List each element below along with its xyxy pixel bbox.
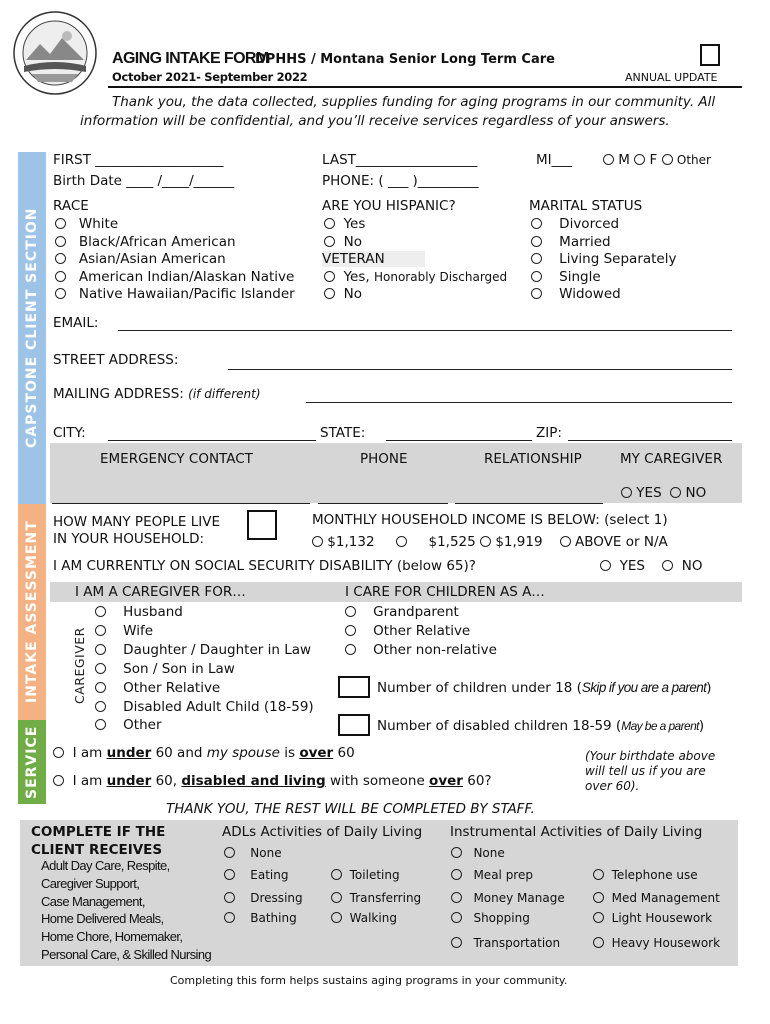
- iadl-telephone[interactable]: Telephone use: [593, 868, 698, 882]
- sex-other-label: Other: [676, 153, 711, 167]
- marital-radio[interactable]: [531, 218, 542, 229]
- iadl-telephone-radio[interactable]: [593, 869, 604, 880]
- marital-radio[interactable]: [531, 288, 542, 299]
- veteran-heading: VETERAN: [322, 251, 425, 267]
- sex-options: [603, 152, 711, 168]
- race-option[interactable]: Asian/Asian American: [55, 251, 295, 269]
- race-heading: RACE: [53, 198, 89, 214]
- caregiver-yes-radio[interactable]: [621, 487, 632, 498]
- caregiver-for-option[interactable]: Other: [95, 716, 314, 735]
- children-option[interactable]: Other Relative: [345, 622, 497, 641]
- adl-toileting[interactable]: Toileting: [331, 868, 400, 882]
- adl-dressing-radio[interactable]: [224, 892, 235, 903]
- race-list: [55, 216, 295, 304]
- caregiver-for-radio[interactable]: [95, 719, 106, 730]
- iadl-transport[interactable]: Transportation: [451, 936, 560, 950]
- staff-note: THANK YOU, THE REST WILL BE COMPLETED BY STAFF.: [166, 801, 535, 817]
- street-address-label: STREET ADDRESS:: [53, 352, 179, 368]
- complete-heading-2: CLIENT RECEIVES: [31, 842, 163, 858]
- caregiver-for-radio[interactable]: [95, 625, 106, 636]
- race-option[interactable]: Native Hawaiian/Pacific Islander: [55, 286, 295, 304]
- children-heading: I CARE FOR CHILDREN AS A…: [345, 584, 545, 600]
- veteran-yes-radio[interactable]: [324, 271, 335, 282]
- sex-m-radio[interactable]: [603, 154, 614, 165]
- zip-field[interactable]: [568, 440, 732, 441]
- iadl-light-radio[interactable]: [593, 912, 604, 923]
- street-address-field[interactable]: [228, 369, 732, 370]
- form-dates: October 2021- September 2022: [112, 70, 308, 84]
- iadl-money[interactable]: Money Manage: [451, 891, 565, 905]
- income-1525-radio[interactable]: [396, 536, 407, 547]
- iadl-shopping[interactable]: Shopping: [451, 911, 530, 925]
- emergency-phone-heading: PHONE: [360, 451, 408, 467]
- iadl-heading: Instrumental Activities of Daily Living: [450, 824, 703, 840]
- mailing-address-label: MAILING ADDRESS: (if different): [53, 386, 261, 402]
- phone-field[interactable]: PHONE: ( ___ )_________: [322, 173, 479, 189]
- caregiver-for-option[interactable]: Wife: [95, 622, 314, 641]
- montana-seal-logo: [12, 10, 98, 96]
- caregiver-for-option[interactable]: Daughter / Daughter in Law: [95, 641, 314, 660]
- iadl-med-radio[interactable]: [593, 892, 604, 903]
- caregiver-vertical-label: CAREGIVER: [72, 627, 87, 705]
- marital-option[interactable]: Divorced: [531, 216, 676, 234]
- hispanic-yes[interactable]: Yes: [324, 216, 507, 234]
- email-label: EMAIL:: [53, 315, 99, 331]
- hispanic-yes-radio[interactable]: [324, 218, 335, 229]
- race-radio[interactable]: [55, 236, 66, 247]
- iadl-heavy[interactable]: Heavy Housework: [593, 936, 720, 950]
- income-options: $1,132 $1,525 $1,919 ABOVE or N/A: [312, 534, 668, 550]
- my-caregiver-heading: MY CAREGIVER: [620, 451, 723, 467]
- mi-field[interactable]: MI___: [536, 152, 572, 168]
- birth-date-field[interactable]: Birth Date ____ /____/______: [53, 173, 235, 189]
- capstone-section-label: CAPSTONE CLIENT SECTION: [24, 207, 40, 449]
- form-subtitle: DPHHS / Montana Senior Long Term Care: [255, 52, 555, 67]
- ssd-no-radio[interactable]: [662, 560, 673, 571]
- adl-none-radio[interactable]: [224, 847, 235, 858]
- service-band: [18, 720, 46, 804]
- sex-other-radio[interactable]: [662, 154, 673, 165]
- race-radio[interactable]: [55, 271, 66, 282]
- emergency-relationship-field[interactable]: [455, 503, 603, 504]
- marital-heading: MARITAL STATUS: [529, 198, 643, 214]
- children-option[interactable]: Grandparent: [345, 603, 497, 622]
- children-under18-label: Number of children under 18 (Skip if you are a parent): [377, 680, 712, 696]
- hispanic-heading: ARE YOU HISPANIC?: [322, 198, 456, 214]
- adl-walking-radio[interactable]: [331, 912, 342, 923]
- city-label: CITY:: [53, 425, 86, 441]
- mailing-address-field[interactable]: [306, 402, 732, 403]
- race-option[interactable]: Black/African American: [55, 234, 295, 252]
- service-option-1[interactable]: I am under 60 and my spouse is over 60: [53, 745, 355, 761]
- service-label: SERVICE: [24, 725, 40, 799]
- children-under18-box[interactable]: [338, 676, 370, 698]
- children-option[interactable]: Other non-relative: [345, 641, 497, 660]
- caregiver-for-option[interactable]: Son / Son in Law: [95, 660, 314, 679]
- iadl-none-radio[interactable]: [451, 847, 462, 858]
- iadl-none[interactable]: None: [451, 846, 505, 860]
- mailing-address-note: (if different): [188, 387, 261, 401]
- sex-m-label: M: [618, 152, 630, 168]
- marital-option[interactable]: Married: [531, 234, 676, 252]
- marital-option[interactable]: Widowed: [531, 286, 676, 304]
- intake-assessment-band: [18, 504, 46, 720]
- adl-transferring[interactable]: Transferring: [331, 891, 421, 905]
- sex-f-radio[interactable]: [634, 154, 645, 165]
- iadl-meal-radio[interactable]: [451, 869, 462, 880]
- hispanic-no[interactable]: No: [324, 234, 507, 252]
- caregiver-for-option[interactable]: Other Relative: [95, 679, 314, 698]
- intake-assessment-label: INTAKE ASSESSMENT: [24, 520, 40, 704]
- iadl-transport-radio[interactable]: [451, 937, 462, 948]
- race-radio[interactable]: [55, 218, 66, 229]
- state-field[interactable]: [386, 440, 532, 441]
- capstone-section-band: [18, 152, 46, 504]
- caregiver-for-radio[interactable]: [95, 644, 106, 655]
- ssd-options: YES NO: [600, 558, 702, 574]
- marital-radio[interactable]: [531, 236, 542, 247]
- income-above-radio[interactable]: [560, 536, 571, 547]
- income-heading: MONTHLY HOUSEHOLD INCOME IS BELOW: (select 1): [312, 512, 668, 528]
- iadl-money-radio[interactable]: [451, 892, 462, 903]
- hispanic-veteran-list: [324, 216, 507, 304]
- household-label-2: IN YOUR HOUSEHOLD:: [53, 531, 205, 547]
- iadl-med[interactable]: Med Management: [593, 891, 720, 905]
- footer-text: Completing this form helps sustains aging programs in your community.: [170, 974, 568, 987]
- caregiver-for-list: [95, 603, 314, 735]
- adl-eating[interactable]: Eating: [224, 868, 288, 882]
- caregiver-for-radio[interactable]: [95, 606, 106, 617]
- children-list: [345, 603, 497, 660]
- caregiver-for-radio[interactable]: [95, 682, 106, 693]
- caregiver-no-radio[interactable]: [670, 487, 681, 498]
- services-list: Adult Day Care, Respite, Caregiver Support, Case Management, Home Delivered Meals, Home Chore, Homemaker, Personal Care, & Skilled Nursing: [41, 858, 212, 962]
- adl-heading: ADLs Activities of Daily Living: [222, 824, 423, 840]
- ssd-question: I AM CURRENTLY ON SOCIAL SECURITY DISABILITY (below 65)?: [53, 558, 476, 574]
- city-field[interactable]: [108, 440, 316, 441]
- veteran-no-radio[interactable]: [324, 288, 335, 299]
- adl-toileting-radio[interactable]: [331, 869, 342, 880]
- income-1919-radio[interactable]: [480, 536, 491, 547]
- disabled-children-box[interactable]: [338, 714, 370, 736]
- iadl-light[interactable]: Light Housework: [593, 911, 712, 925]
- intro-line-2: information will be confidential, and you’ll receive services regardless of your answers.: [80, 113, 670, 129]
- annual-update-checkbox[interactable]: [700, 44, 720, 66]
- marital-radio[interactable]: [531, 271, 542, 282]
- household-label-1: HOW MANY PEOPLE LIVE: [53, 514, 220, 530]
- adl-walking[interactable]: Walking: [331, 911, 397, 925]
- emergency-contact-heading: EMERGENCY CONTACT: [100, 451, 253, 467]
- marital-option[interactable]: Living Separately: [531, 251, 676, 269]
- race-option[interactable]: White: [55, 216, 295, 234]
- household-count-box[interactable]: [247, 510, 277, 540]
- service-radio-1[interactable]: [53, 747, 64, 758]
- emergency-relationship-heading: RELATIONSHIP: [484, 451, 582, 467]
- service-radio-2[interactable]: [53, 775, 64, 786]
- adl-transferring-radio[interactable]: [331, 892, 342, 903]
- veteran-yes[interactable]: Yes, Honorably Discharged: [324, 269, 507, 287]
- marital-radio[interactable]: [531, 253, 542, 264]
- iadl-meal[interactable]: Meal prep: [451, 868, 533, 882]
- caregiver-for-radio[interactable]: [95, 701, 106, 712]
- caregiver-for-option[interactable]: Husband: [95, 603, 314, 622]
- caregiver-for-radio[interactable]: [95, 663, 106, 674]
- adl-eating-radio[interactable]: [224, 869, 235, 880]
- marital-list: [531, 216, 676, 304]
- complete-heading-1: COMPLETE IF THE: [31, 824, 166, 840]
- hispanic-no-radio[interactable]: [324, 236, 335, 247]
- service-note: (Your birthdate above will tell us if you are over 60).: [585, 749, 716, 793]
- adl-none[interactable]: None: [224, 846, 282, 860]
- caregiver-for-option[interactable]: Disabled Adult Child (18-59): [95, 698, 314, 717]
- race-radio[interactable]: [55, 253, 66, 264]
- adl-bathing[interactable]: Bathing: [224, 911, 297, 925]
- annual-update-label: ANNUAL UPDATE: [625, 71, 718, 84]
- marital-option[interactable]: Single: [531, 269, 676, 287]
- veteran-no[interactable]: No: [324, 286, 507, 304]
- header-rule: [108, 86, 742, 88]
- state-label: STATE:: [320, 425, 366, 441]
- iadl-shopping-radio[interactable]: [451, 912, 462, 923]
- adl-bathing-radio[interactable]: [224, 912, 235, 923]
- first-name-field[interactable]: FIRST ___________________: [53, 152, 224, 168]
- emergency-phone-field[interactable]: [318, 503, 448, 504]
- adl-dressing[interactable]: Dressing: [224, 891, 303, 905]
- zip-label: ZIP:: [536, 425, 562, 441]
- caregiver-for-heading: I AM A CAREGIVER FOR…: [75, 584, 246, 600]
- race-option[interactable]: American Indian/Alaskan Native: [55, 269, 295, 287]
- email-field[interactable]: [118, 330, 732, 331]
- children-radio[interactable]: [345, 606, 356, 617]
- income-1132-radio[interactable]: [312, 536, 323, 547]
- race-radio[interactable]: [55, 288, 66, 299]
- intro-line-1: Thank you, the data collected, supplies funding for aging programs in our community. All: [112, 94, 716, 110]
- form-title: AGING INTAKE FORM: [112, 50, 269, 67]
- my-caregiver-options: YES NO: [621, 485, 706, 501]
- ssd-yes-radio[interactable]: [600, 560, 611, 571]
- iadl-heavy-radio[interactable]: [593, 937, 604, 948]
- children-radio[interactable]: [345, 625, 356, 636]
- children-radio[interactable]: [345, 644, 356, 655]
- sex-f-label: F: [649, 152, 658, 168]
- disabled-children-label: Number of disabled children 18-59 (May be a parent): [377, 718, 705, 734]
- emergency-contact-field[interactable]: [52, 503, 310, 504]
- last-name-field[interactable]: LAST__________________: [322, 152, 478, 168]
- service-option-2[interactable]: I am under 60, disabled and living with someone over 60?: [53, 773, 492, 789]
